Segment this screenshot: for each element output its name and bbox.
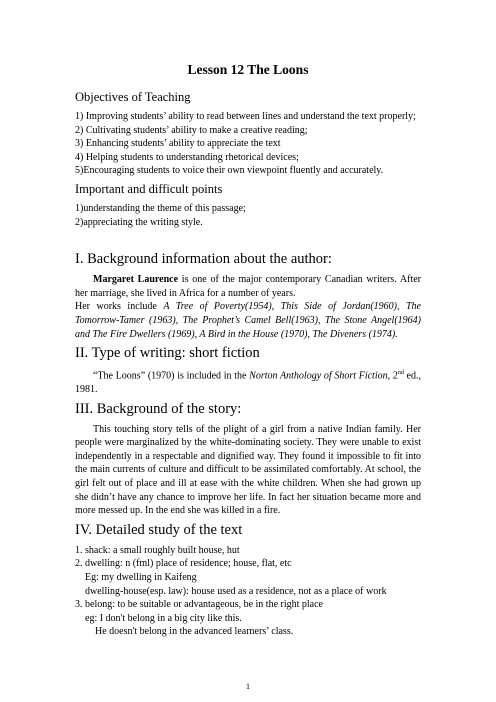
vocab-example: dwelling-house(esp. law): house used as a residence, not as a place of work [85, 585, 387, 597]
vocab-item: 1. shack: a small roughly built house, hut [75, 544, 240, 556]
objective-item: 3) Enhancing students’ ability to appreciate the text [75, 138, 281, 150]
author-paragraph [75, 273, 421, 300]
edition-superscript: nd [397, 370, 404, 377]
author-background-heading: I. Background information about the author: [75, 251, 332, 268]
works-list: A Tree of Poverty(1954), This Side of Jordan(1960), The Tomorrow-Tamer (1963), The Prophet’s Camel Bell(1963), The Stone Angel(1964) and The Fire Dwellers (1969), A Bird in the House (1970), The Diveners (1974). [75, 301, 421, 340]
works-paragraph [75, 300, 421, 341]
vocab-item: 2. dwelling: n (fml) place of residence; house, flat, etc [75, 558, 292, 570]
page-number: 1 [246, 682, 250, 691]
lesson-title: Lesson 12 The Loons [187, 62, 309, 77]
objectives-heading: Objectives of Teaching [75, 90, 191, 104]
important-points-heading: Important and difficult points [75, 181, 223, 196]
objective-item: 4) Helping students to understanding rhetorical devices; [75, 151, 299, 163]
story-background-paragraph: This touching story tells of the plight of a girl from a native Indian family. Her people were marginalized by the white-dominating society. They were unable to exist independently in a respectable and dignified way. They found it impossible to fit into the main currents of culture and difficult to be assimilated comfortably. At school, the girl felt out of place and ill at ease with the white children. When she had grown up she didn’t have any chance to improve her life. In fact her situation became more and more messed up. In the end she was killed in a fire. [75, 423, 421, 517]
objective-item: 2) Cultivating students’ ability to make a creative reading; [75, 124, 308, 136]
author-name: Margaret Laurence [93, 274, 179, 286]
vocab-example: eg: I don't belong in a big city like this. [85, 612, 242, 624]
vocab-example: He doesn't belong in the advanced learners’ class. [95, 626, 294, 638]
edition-text: , 2 [387, 370, 398, 382]
important-point-item: 1)understanding the theme of this passage; [75, 202, 246, 214]
objective-item: 5)Encouraging students to voice their own viewpoint fluently and accurately. [75, 165, 384, 177]
edition-year: ed., 1981. [75, 370, 421, 396]
author-text: is one of the major contemporary Canadian writers. After her marriage, she lived in Africa for a number of years. [75, 274, 422, 299]
works-intro: Her works include [75, 301, 164, 313]
anthology-title: Norton Anthology of Short Fiction [249, 370, 388, 382]
objective-item: 1) Improving students’ ability to read between lines and understand the text properly; [75, 111, 416, 122]
vocab-item: 3. belong: to be suitable or advantageous, be in the right place [75, 599, 323, 611]
story-background-heading: III. Background of the story: [75, 400, 242, 417]
writing-type-heading: II. Type of writing: short fiction [75, 345, 260, 362]
detailed-study-heading: IV. Detailed study of the text [75, 521, 243, 538]
writing-type-paragraph [75, 367, 421, 397]
important-point-item: 2)appreciating the writing style. [75, 216, 203, 228]
writing-type-text: “The Loons” (1970) is included in the [93, 370, 250, 382]
vocab-example: Eg: my dwelling in Kaifeng [85, 571, 197, 583]
page-content [75, 62, 421, 639]
